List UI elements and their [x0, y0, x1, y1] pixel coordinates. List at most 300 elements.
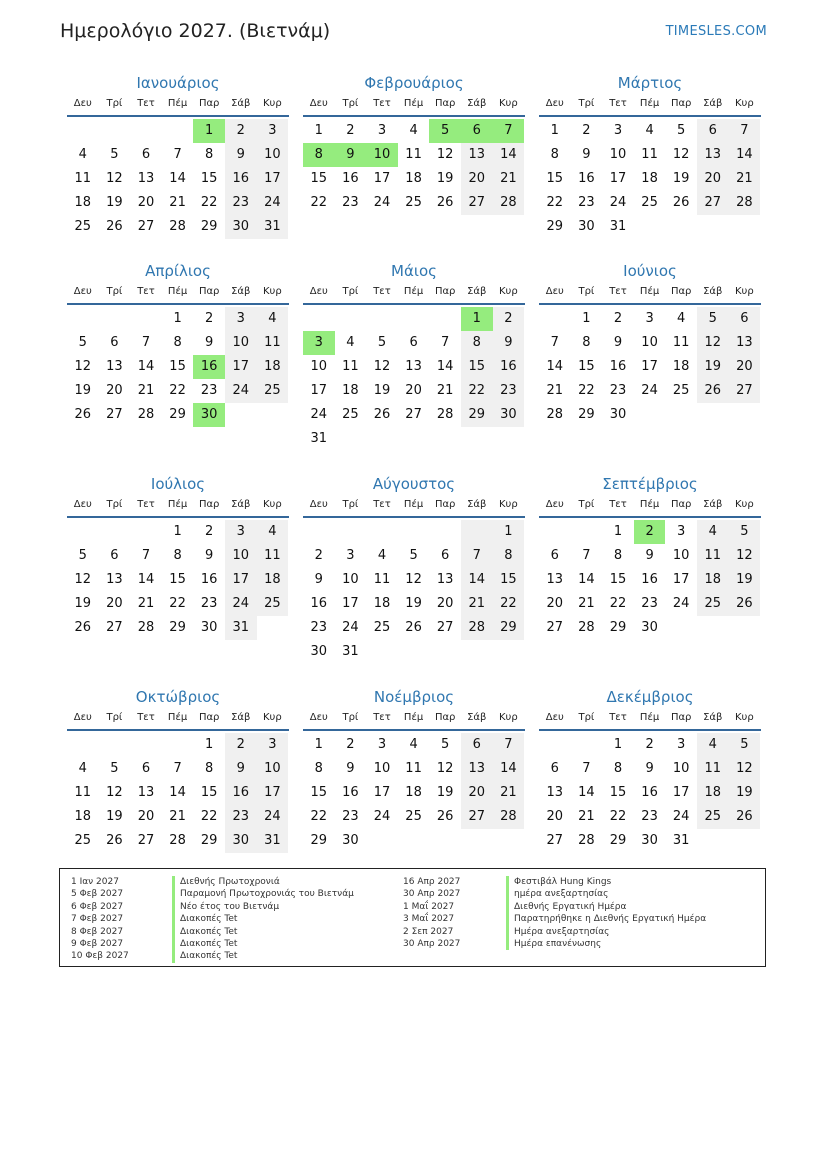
day-cell: 5 [110, 761, 119, 776]
empty-cell [257, 616, 289, 640]
empty-cell [130, 520, 162, 544]
day-cell: 22 [169, 596, 186, 611]
day-cell: 30 [225, 829, 257, 853]
empty-cell [398, 829, 430, 853]
day-cell: 17 [609, 171, 627, 186]
day-cell: 9 [225, 143, 257, 167]
day-cell: 7 [141, 335, 151, 350]
day-cell: 31 [257, 829, 289, 853]
day-cell: 30 [342, 833, 359, 848]
day-cell: 26 [405, 620, 422, 635]
day-cell: 3 [346, 548, 355, 563]
weekday-label: Παρ [434, 98, 456, 109]
day-cell: 14 [493, 143, 525, 167]
day-cell: 26 [106, 219, 123, 234]
day-cell: 3 [377, 123, 387, 138]
day-cell: 22 [310, 195, 328, 210]
weekday-label: Τετ [609, 499, 627, 510]
day-cell: 23 [609, 383, 627, 398]
empty-cell [398, 640, 430, 664]
empty-cell [571, 520, 603, 544]
month-name: Μάιος [391, 262, 437, 280]
weekday-label: Τετ [137, 98, 155, 109]
day-cell: 12 [672, 147, 690, 162]
day-cell: 15 [200, 785, 218, 800]
empty-cell [665, 616, 697, 640]
day-cell: 7 [493, 733, 525, 757]
month-name: Δεκέμβριος [606, 688, 694, 706]
day-grid [539, 307, 761, 427]
day-cell: 21 [546, 383, 564, 398]
month-name: Νοέμβριος [373, 688, 455, 706]
day-cell: 29 [200, 833, 218, 848]
day-cell: 24 [257, 805, 289, 829]
day-grid [539, 520, 761, 640]
weekday-label: Τετ [137, 286, 155, 297]
day-cell: 1 [550, 123, 559, 138]
month-block [539, 686, 761, 853]
day-cell: 25 [697, 805, 729, 829]
weekday-label: Σάβ [231, 499, 251, 510]
weekday-label: Παρ [198, 286, 220, 297]
day-cell: 31 [672, 833, 690, 848]
day-cell: 18 [405, 785, 422, 800]
weekday-label: Πέμ [167, 499, 188, 510]
month-name: Ιανουάριος [136, 74, 220, 92]
day-cell: 4 [697, 520, 729, 544]
day-cell: 25 [697, 592, 729, 616]
day-cell: 17 [310, 383, 328, 398]
day-cell: 4 [645, 123, 654, 138]
weekday-label: Τετ [609, 712, 627, 723]
day-cell: 2 [582, 123, 591, 138]
day-cell: 10 [609, 147, 627, 162]
day-cell: 23 [310, 620, 328, 635]
day-cell: 25 [641, 195, 658, 210]
holiday-day-cell: 16 [193, 355, 225, 379]
day-cell: 9 [205, 335, 214, 350]
day-cell: 13 [106, 572, 123, 587]
day-cell: 8 [173, 335, 182, 350]
day-cell: 10 [672, 548, 690, 563]
day-cell: 17 [672, 572, 690, 587]
day-cell: 27 [137, 833, 155, 848]
day-cell: 22 [609, 596, 627, 611]
weekday-label: Σάβ [467, 499, 487, 510]
weekday-label: Παρ [670, 286, 692, 297]
weekday-label: Πέμ [403, 712, 424, 723]
day-cell: 14 [436, 359, 454, 374]
day-cell: 23 [225, 805, 257, 829]
day-cell: 12 [697, 331, 729, 355]
day-cell: 21 [169, 195, 186, 210]
day-grid [303, 733, 525, 853]
weekday-label: Δευ [73, 712, 92, 723]
weekday-header [303, 282, 525, 305]
day-cell: 24 [342, 620, 359, 635]
day-cell: 11 [74, 785, 92, 800]
day-cell: 16 [641, 572, 658, 587]
day-cell: 21 [729, 167, 761, 191]
day-cell: 28 [546, 407, 564, 422]
empty-cell [729, 829, 761, 853]
day-cell: 7 [582, 761, 591, 776]
day-cell: 10 [225, 331, 257, 355]
day-cell: 24 [672, 809, 690, 824]
day-cell: 29 [200, 219, 218, 234]
day-cell: 7 [141, 548, 151, 563]
day-cell: 3 [377, 737, 387, 752]
empty-cell [99, 119, 131, 143]
day-cell: 28 [729, 191, 761, 215]
day-cell: 5 [78, 335, 87, 350]
month-block [539, 260, 761, 427]
day-cell: 25 [405, 195, 422, 210]
day-cell: 24 [641, 383, 658, 398]
day-cell: 7 [582, 548, 591, 563]
day-cell: 28 [461, 616, 493, 640]
weekday-label: Κυρ [499, 98, 518, 109]
weekday-label: Παρ [670, 712, 692, 723]
day-cell: 29 [461, 403, 493, 427]
empty-cell [429, 640, 461, 664]
weekday-label: Πέμ [403, 499, 424, 510]
day-cell: 26 [74, 407, 92, 422]
day-cell: 1 [582, 311, 591, 326]
day-cell: 9 [645, 548, 654, 563]
weekday-label: Σάβ [703, 286, 723, 297]
day-grid [67, 307, 289, 427]
day-cell: 29 [169, 407, 186, 422]
day-cell: 11 [257, 331, 289, 355]
day-cell: 31 [310, 431, 328, 446]
empty-cell [67, 307, 99, 331]
day-cell: 27 [106, 620, 123, 635]
holiday-day-cell: 1 [461, 307, 493, 331]
day-cell: 17 [373, 785, 391, 800]
empty-cell [130, 119, 162, 143]
day-cell: 4 [677, 311, 686, 326]
day-cell: 27 [729, 379, 761, 403]
legend-dates-left [71, 876, 129, 963]
empty-cell [335, 307, 367, 331]
day-cell: 20 [436, 596, 454, 611]
day-cell: 5 [377, 335, 387, 350]
weekday-header [67, 495, 289, 518]
empty-cell [697, 616, 729, 640]
day-cell: 20 [461, 781, 493, 805]
day-cell: 8 [582, 335, 591, 350]
day-cell: 10 [672, 761, 690, 776]
weekday-label: Τετ [373, 712, 391, 723]
day-cell: 20 [546, 809, 564, 824]
weekday-label: Τετ [609, 98, 627, 109]
day-cell: 25 [405, 809, 422, 824]
weekday-label: Παρ [434, 499, 456, 510]
legend-date: 16 Απρ 2027 [403, 877, 461, 887]
day-cell: 14 [729, 143, 761, 167]
day-cell: 30 [641, 620, 658, 635]
weekday-label: Τρί [342, 499, 359, 510]
day-cell: 19 [672, 171, 690, 186]
day-cell: 18 [74, 195, 92, 210]
day-cell: 25 [257, 592, 289, 616]
day-cell: 19 [373, 383, 391, 398]
day-cell: 30 [310, 644, 328, 659]
legend-date: 30 Απρ 2027 [403, 938, 461, 949]
day-cell: 25 [257, 379, 289, 403]
month-block [303, 260, 525, 451]
day-cell: 19 [436, 171, 454, 186]
day-cell: 27 [137, 219, 155, 234]
day-cell: 1 [493, 520, 525, 544]
legend-date: 1 Μαΐ 2027 [403, 901, 455, 912]
day-cell: 29 [578, 407, 595, 422]
weekday-label: Πέμ [403, 98, 424, 109]
day-cell: 6 [550, 761, 559, 776]
weekday-label: Τρί [342, 712, 359, 723]
day-cell: 16 [200, 572, 218, 587]
holiday-day-cell: 10 [366, 143, 398, 167]
empty-cell [225, 403, 257, 427]
day-cell: 23 [641, 809, 658, 824]
day-cell: 6 [550, 548, 559, 563]
day-cell: 11 [672, 335, 690, 350]
day-grid [539, 733, 761, 853]
day-cell: 20 [729, 355, 761, 379]
day-cell: 10 [225, 544, 257, 568]
weekday-label: Πέμ [403, 286, 424, 297]
day-cell: 26 [729, 592, 761, 616]
day-cell: 9 [314, 572, 323, 587]
day-cell: 27 [461, 805, 493, 829]
weekday-label: Τετ [137, 499, 155, 510]
day-cell: 8 [493, 544, 525, 568]
day-cell: 13 [729, 331, 761, 355]
empty-cell [493, 640, 525, 664]
day-cell: 11 [257, 544, 289, 568]
empty-cell [398, 520, 430, 544]
day-cell: 27 [436, 620, 454, 635]
empty-cell [571, 733, 603, 757]
weekday-label: Τρί [342, 286, 359, 297]
day-cell: 19 [106, 195, 123, 210]
day-cell: 3 [613, 123, 623, 138]
day-cell: 13 [697, 143, 729, 167]
day-grid [67, 733, 289, 853]
day-cell: 21 [493, 781, 525, 805]
day-cell: 1 [613, 524, 623, 539]
day-cell: 13 [106, 359, 123, 374]
day-cell: 5 [697, 307, 729, 331]
day-cell: 5 [78, 548, 87, 563]
day-cell: 23 [493, 379, 525, 403]
site-logo-link[interactable]: TIMESLES.COM [665, 24, 767, 39]
holiday-legend [59, 868, 766, 967]
day-cell: 4 [257, 520, 289, 544]
empty-cell [303, 307, 335, 331]
month-block [303, 72, 525, 215]
day-cell: 4 [346, 335, 355, 350]
day-cell: 30 [578, 219, 595, 234]
day-cell: 8 [613, 761, 623, 776]
day-grid [303, 307, 525, 451]
day-cell: 9 [493, 331, 525, 355]
weekday-label: Κυρ [499, 712, 518, 723]
empty-cell [697, 403, 729, 427]
weekday-label: Τρί [578, 712, 595, 723]
day-cell: 2 [346, 737, 355, 752]
day-cell: 19 [106, 809, 123, 824]
month-block [67, 686, 289, 853]
empty-cell [366, 640, 398, 664]
empty-cell [461, 640, 493, 664]
day-cell: 31 [609, 219, 627, 234]
day-cell: 18 [74, 809, 92, 824]
legend-date: 1 Ιαν 2027 [71, 877, 119, 887]
day-cell: 2 [613, 311, 623, 326]
weekday-label: Δευ [309, 499, 328, 510]
weekday-label: Σάβ [231, 98, 251, 109]
day-cell: 9 [582, 147, 591, 162]
day-cell: 11 [405, 147, 422, 162]
day-cell: 14 [493, 757, 525, 781]
day-cell: 2 [645, 737, 654, 752]
empty-cell [461, 427, 493, 451]
weekday-label: Τρί [578, 499, 595, 510]
weekday-label: Πέμ [639, 712, 660, 723]
day-cell: 16 [342, 171, 359, 186]
weekday-label: Σάβ [467, 286, 487, 297]
weekday-label: Τρί [578, 286, 595, 297]
weekday-label: Τρί [578, 98, 595, 109]
day-cell: 28 [578, 833, 595, 848]
day-cell: 26 [672, 195, 690, 210]
day-cell: 26 [729, 805, 761, 829]
weekday-header [303, 495, 525, 518]
day-cell: 27 [697, 191, 729, 215]
day-cell: 12 [729, 757, 761, 781]
day-cell: 8 [314, 761, 323, 776]
weekday-label: Σάβ [703, 499, 723, 510]
day-cell: 10 [342, 572, 359, 587]
day-cell: 19 [697, 355, 729, 379]
month-name: Ιούνιος [623, 262, 677, 280]
day-cell: 13 [137, 785, 155, 800]
weekday-label: Κυρ [735, 499, 754, 510]
day-cell: 22 [200, 809, 218, 824]
day-cell: 8 [205, 761, 214, 776]
month-block [539, 473, 761, 640]
empty-cell [366, 427, 398, 451]
day-cell: 14 [137, 359, 155, 374]
day-cell: 10 [257, 757, 289, 781]
day-cell: 2 [225, 119, 257, 143]
legend-holiday-name: Διεθνής Εργατική Ημέρα [506, 901, 706, 913]
day-cell: 22 [169, 383, 186, 398]
day-cell: 21 [137, 596, 155, 611]
weekday-label: Σάβ [467, 712, 487, 723]
day-cell: 24 [609, 195, 627, 210]
empty-cell [398, 307, 430, 331]
day-cell: 15 [310, 785, 328, 800]
day-cell: 12 [106, 171, 123, 186]
day-cell: 1 [613, 737, 623, 752]
day-cell: 18 [697, 781, 729, 805]
day-grid [303, 119, 525, 215]
day-cell: 14 [461, 568, 493, 592]
holiday-day-cell: 7 [493, 119, 525, 143]
weekday-label: Παρ [434, 712, 456, 723]
day-cell: 28 [578, 620, 595, 635]
day-cell: 26 [436, 809, 454, 824]
day-cell: 12 [106, 785, 123, 800]
legend-names-left [172, 876, 354, 963]
day-cell: 23 [200, 596, 218, 611]
empty-cell [665, 215, 697, 239]
weekday-label: Τετ [373, 98, 391, 109]
day-cell: 17 [225, 355, 257, 379]
weekday-label: Παρ [198, 712, 220, 723]
weekday-label: Σάβ [231, 712, 251, 723]
weekday-label: Τρί [106, 98, 123, 109]
day-cell: 21 [578, 809, 595, 824]
day-cell: 26 [436, 195, 454, 210]
day-cell: 2 [493, 307, 525, 331]
day-cell: 6 [110, 335, 119, 350]
day-cell: 30 [493, 403, 525, 427]
day-cell: 7 [441, 335, 450, 350]
day-cell: 29 [609, 833, 627, 848]
month-name: Μάρτιος [617, 74, 683, 92]
day-cell: 28 [137, 407, 155, 422]
empty-cell [398, 427, 430, 451]
empty-cell [67, 520, 99, 544]
day-cell: 19 [729, 568, 761, 592]
day-cell: 15 [461, 355, 493, 379]
day-cell: 30 [225, 215, 257, 239]
legend-holiday-name: ημέρα ανεξαρτησίας [506, 888, 706, 900]
month-name: Ιούλιος [150, 475, 206, 493]
day-cell: 27 [546, 833, 564, 848]
day-cell: 11 [405, 761, 422, 776]
day-cell: 25 [373, 620, 391, 635]
weekday-label: Τετ [137, 712, 155, 723]
day-cell: 20 [106, 383, 123, 398]
weekday-label: Τρί [106, 286, 123, 297]
day-cell: 1 [205, 737, 214, 752]
day-cell: 25 [342, 407, 359, 422]
day-cell: 28 [493, 805, 525, 829]
weekday-header [539, 708, 761, 731]
day-grid [303, 520, 525, 664]
day-cell: 14 [169, 785, 186, 800]
day-cell: 25 [74, 219, 92, 234]
day-cell: 24 [672, 596, 690, 611]
day-cell: 9 [613, 335, 623, 350]
weekday-label: Πέμ [167, 98, 188, 109]
day-cell: 17 [342, 596, 359, 611]
empty-cell [99, 733, 131, 757]
weekday-label: Κυρ [499, 499, 518, 510]
weekday-label: Παρ [198, 499, 220, 510]
weekday-label: Τρί [106, 712, 123, 723]
weekday-label: Δευ [309, 712, 328, 723]
weekday-header [67, 282, 289, 305]
day-cell: 25 [74, 833, 92, 848]
holiday-day-cell: 30 [193, 403, 225, 427]
page-title: Ημερολόγιο 2027. (Βιετνάμ) [60, 20, 331, 42]
